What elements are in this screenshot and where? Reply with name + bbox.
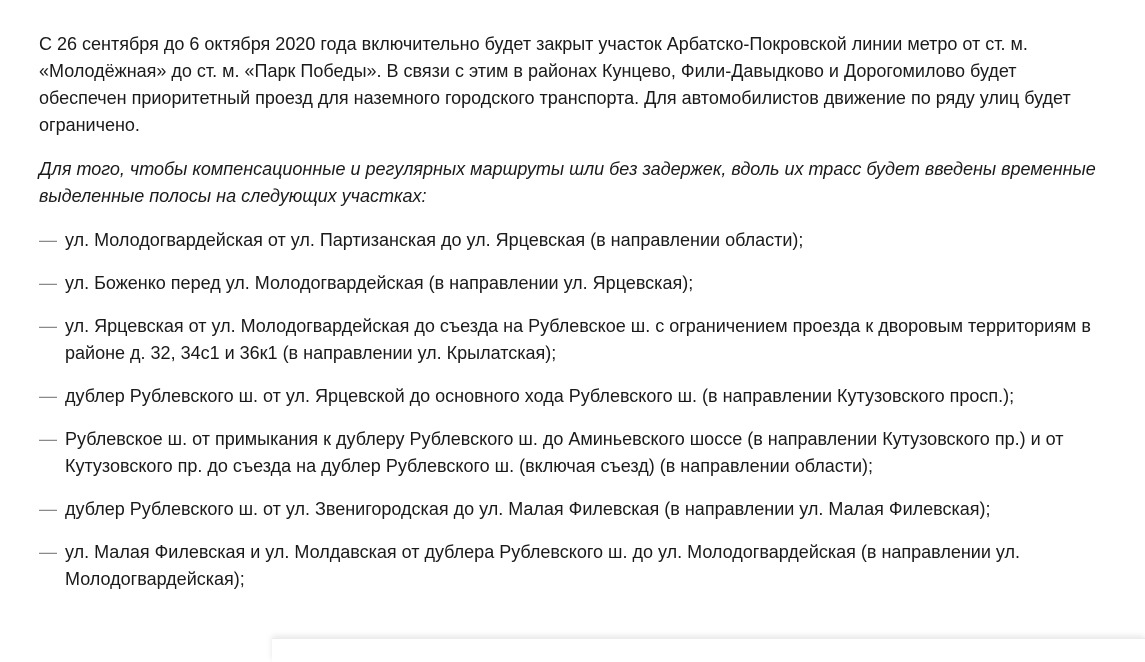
list-item <box>39 270 1109 297</box>
list-item <box>39 383 1109 410</box>
list-item <box>39 496 1109 523</box>
list-item-text: ул. Ярцевская от ул. Молодогвардейская до съезда на Рублевское ш. с ограничением проезда к дворовым территориям в районе д. 32, 34с1 и 36к1 (в направлении ул. Крылатская); <box>65 316 1091 363</box>
list-item-text: ул. Молодогвардейская от ул. Партизанская до ул. Ярцевская (в направлении области); <box>65 230 804 250</box>
dash-bullet: — <box>39 273 57 293</box>
list-intro: Для того, чтобы компенсационные и регулярных маршруты шли без задержек, вдоль их трасс будет введены временные выделенные полосы на следующих участках: <box>39 159 1096 206</box>
dash-bullet: — <box>39 542 57 562</box>
dash-bullet: — <box>39 499 57 519</box>
dash-bullet: — <box>39 386 57 406</box>
list-item-text: ул. Малая Филевская и ул. Молдавская от дублера Рублевского ш. до ул. Молодогвардейская (в направлении ул. Молодогвардейская); <box>65 542 1021 589</box>
dash-bullet: — <box>39 230 57 250</box>
list-item <box>39 313 1109 367</box>
bottom-overlay-panel[interactable] <box>272 638 1145 662</box>
list-item-text: дублер Рублевского ш. от ул. Ярцевской до основного хода Рублевского ш. (в направлении Кутузовского просп.); <box>65 386 1015 406</box>
street-list <box>39 227 1109 593</box>
list-item <box>39 426 1109 480</box>
list-item-text: дублер Рублевского ш. от ул. Звенигородская до ул. Малая Филевская (в направлении ул. Малая Филевская); <box>65 499 991 519</box>
article-paragraph: С 26 сентября до 6 октября 2020 года включительно будет закрыт участок Арбатско-Покровской линии метро от ст. м. «Молодёжная» до ст. м. «Парк Победы». В связи с этим в районах Кунцево, Фили-Давыдково и Дорогомилово будет обеспечен приоритетный проезд для наземного городского транспорта. Для автомобилистов движение по ряду улиц будет ограничено. <box>39 34 1071 135</box>
list-item-text: ул. Боженко перед ул. Молодогвардейская (в направлении ул. Ярцевская); <box>65 273 694 293</box>
list-item <box>39 227 1109 254</box>
dash-bullet: — <box>39 429 57 449</box>
list-item <box>39 539 1109 593</box>
list-item-text: Рублевское ш. от примыкания к дублеру Рублевского ш. до Аминьевского шоссе (в направлении Кутузовского пр.) и от Кутузовского пр. до съезда на дублер Рублевского ш. (включая съезд) (в направлении области); <box>65 429 1064 476</box>
article-body <box>39 31 1109 609</box>
dash-bullet: — <box>39 316 57 336</box>
